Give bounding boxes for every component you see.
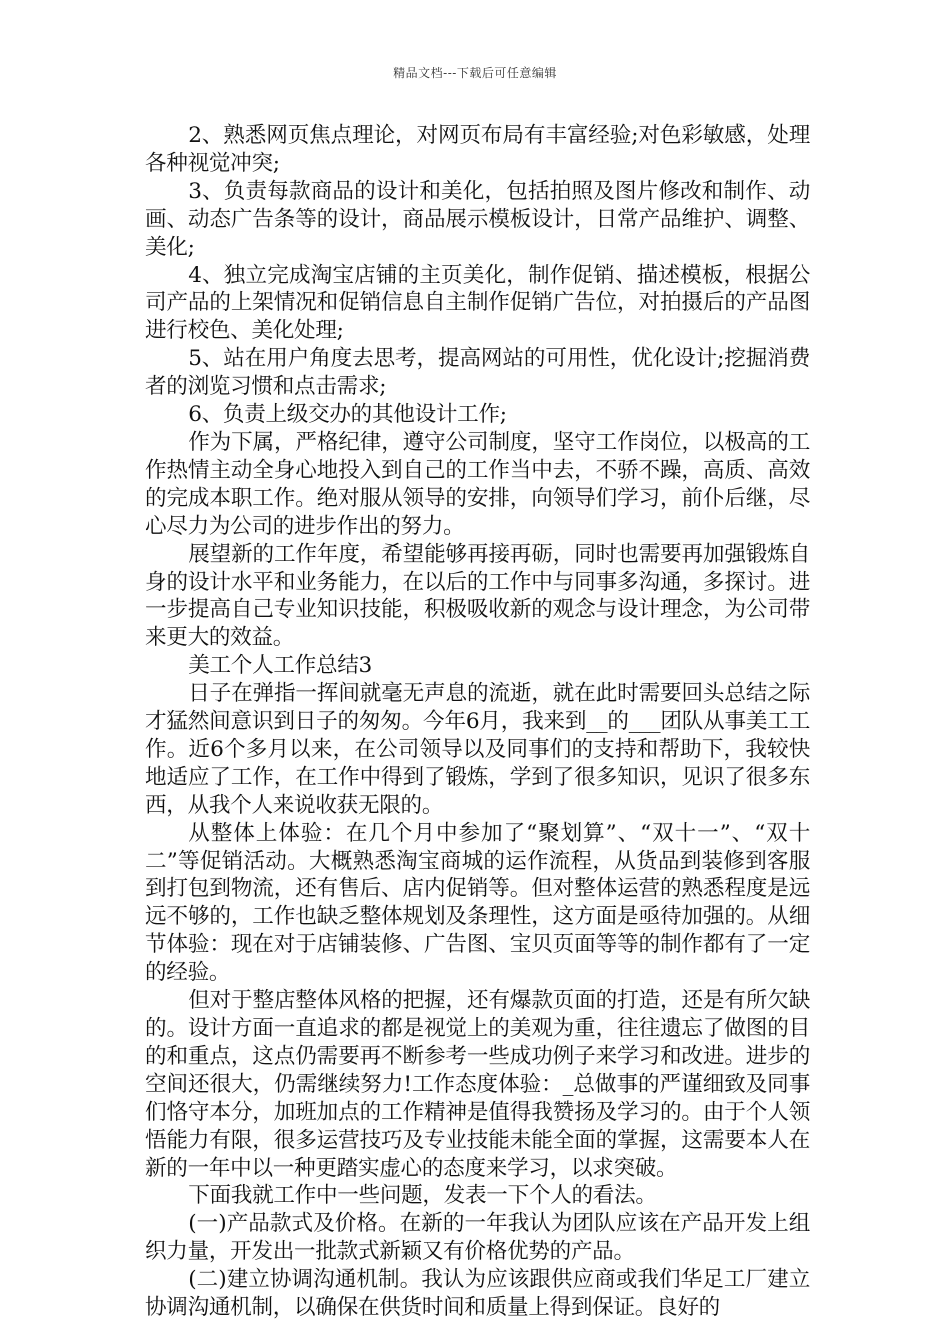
- paragraph-coordination: (二)建立协调沟通机制。我认为应该跟供应商或我们华足工厂建立协调沟通机制，以确保在供货时间和质量上得到保证。良好的: [145, 1267, 810, 1321]
- paragraph-item-2: 2、熟悉网页焦点理论，对网页布局有丰富经验;对色彩敏感，处理各种视觉冲突;: [145, 123, 810, 176]
- paragraph-intro: 日子在弹指一挥间就毫无声息的流逝，就在此时需要回头总结之际才猛然间意识到日子的匆匆。今年6月，我来到__的___团队从事美工工作。近6个多月以来，在公司领导以及同事们的支持和帮助下，我较快地适应了工作，在工作中得到了锻炼，学到了很多知识，见识了很多东西，从我个人来说收获无限的。: [145, 681, 810, 818]
- paragraph-outlook: 展望新的工作年度，希望能够再接再砺，同时也需要再加强锻炼自身的设计水平和业务能力，在以后的工作中与同事多沟通，多探讨。进一步提高自己专业知识技能，积极吸收新的观念与设计理念，为公司带来更大的效益。: [145, 541, 810, 651]
- paragraph-item-6: 6、负责上级交办的其他设计工作;: [188, 402, 507, 428]
- paragraph-opinions-intro: 下面我就工作中一些问题，发表一下个人的看法。: [188, 1183, 657, 1209]
- document-body: [145, 122, 810, 1322]
- paragraph-overall-experience: 从整体上体验：在几个月中参加了“聚划算”、“双十一”、“双十二”等促销活动。大概熟悉淘宝商城的运作流程，从货品到装修到客服到打包到物流，还有售后、店内促销等。但对整体运营的熟悉程度是远远不够的，工作也缺乏整体规划及条理性，这方面是亟待加强的。从细节体验：现在对于店铺装修、广告图、宝贝页面等等的制作都有了一定的经验。: [145, 820, 810, 986]
- paragraph-shortcomings: 但对于整店整体风格的把握，还有爆款页面的打造，还是有所欠缺的。设计方面一直追求的都是视觉上的美观为重，往往遗忘了做图的目的和重点，这点仍需要再不断参考一些成功例子来学习和改进。进步的空间还很大，仍需继续努力!工作态度体验：_总做事的严谨细致及同事们恪守本分，加班加点的工作精神是值得我赞扬及学习的。由于个人领悟能力有限，很多运营技巧及专业技能未能全面的掌握，这需要本人在新的一年中以一种更踏实虚心的态度来学习，以求突破。: [145, 988, 810, 1181]
- paragraph-item-4: 4、独立完成淘宝店铺的主页美化，制作促销、描述模板，根据公司产品的上架情况和促销信息自主制作促销广告位，对拍摄后的产品图进行校色、美化处理;: [145, 262, 810, 344]
- paragraph-product-style: (一)产品款式及价格。在新的一年我认为团队应该在产品开发上组织力量，开发出一批款式新颖又有价格优势的产品。: [145, 1211, 810, 1265]
- paragraph-item-5: 5、站在用户角度去思考，提高网站的可用性，优化设计;挖掘消费者的浏览习惯和点击需求;: [145, 346, 810, 400]
- paragraph-item-3: 3、负责每款商品的设计和美化，包括拍照及图片修改和制作、动画、动态广告条等的设计，商品展示模板设计，日常产品维护、调整、美化;: [145, 178, 810, 260]
- section-title: 美工个人工作总结3: [188, 653, 372, 679]
- page-header: 精品文档---下载后可任意编辑: [393, 66, 557, 80]
- paragraph-subordinate: 作为下属，严格纪律，遵守公司制度，坚守工作岗位，以极高的工作热情主动全身心地投入到自己的工作当中去，不骄不躁，高质、高效的完成本职工作。绝对服从领导的安排，向领导们学习，前仆后继，尽心尽力为公司的进步作出的努力。: [145, 429, 810, 539]
